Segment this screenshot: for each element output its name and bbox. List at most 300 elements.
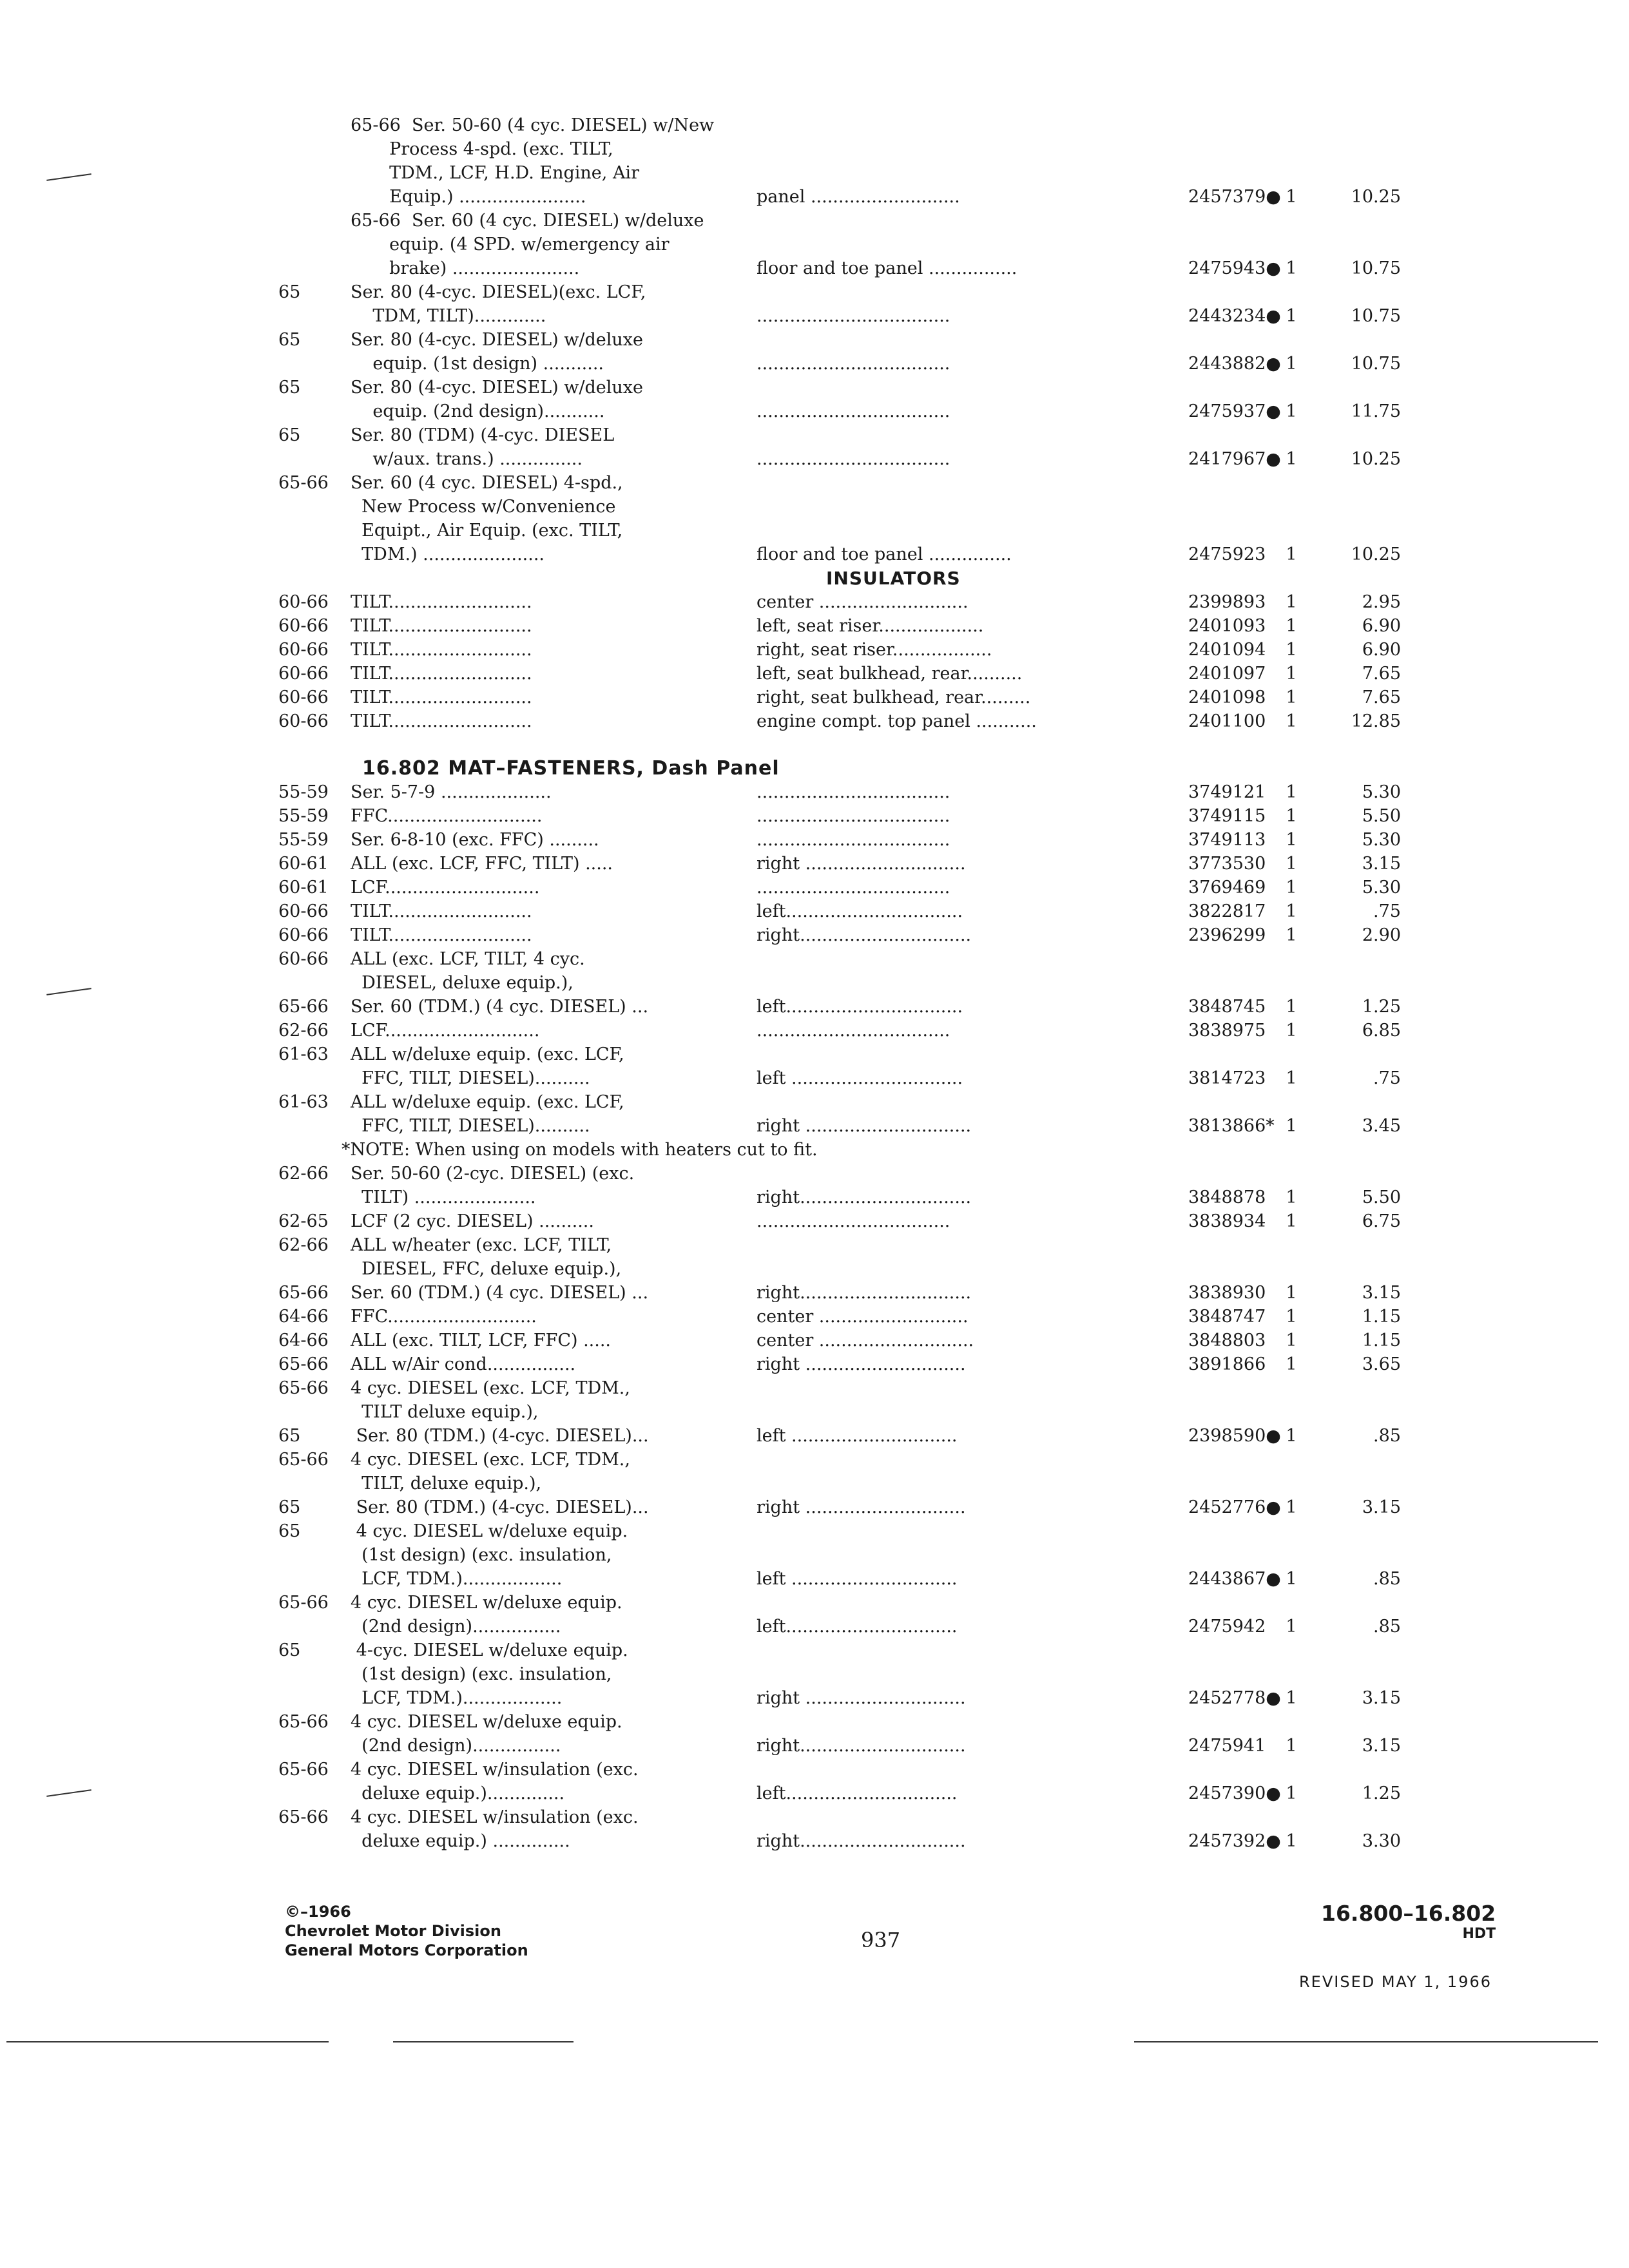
catalog-row	[278, 899, 1406, 923]
quantity: 1	[1286, 1688, 1297, 1708]
part-number	[1162, 471, 1272, 495]
description: TILT..........................	[351, 901, 532, 921]
description: FFC...........................	[351, 1307, 537, 1327]
part-number	[1162, 137, 1272, 161]
price: 3.15	[1362, 854, 1401, 874]
application	[744, 376, 1162, 399]
catalog-row	[278, 1090, 1406, 1114]
description: ALL w/deluxe equip. (exc. LCF,	[351, 1044, 624, 1064]
description: 4 cyc. DIESEL (exc. LCF, TDM.,	[351, 1378, 630, 1398]
price	[1311, 1448, 1401, 1472]
price	[1311, 1758, 1401, 1782]
part-number: 2452776●	[1188, 1497, 1281, 1517]
application: left ...............................	[757, 1068, 963, 1088]
part-number	[1162, 113, 1272, 137]
description: 4-cyc. DIESEL w/deluxe equip.	[351, 1640, 628, 1660]
price: 2.90	[1362, 925, 1401, 945]
model-years: 64-66	[278, 1307, 329, 1327]
application: ...................................	[757, 1211, 950, 1231]
catalog-row	[278, 947, 1406, 971]
catalog-row	[278, 1257, 1406, 1281]
model-years: 65-66	[278, 997, 329, 1017]
part-number	[1162, 280, 1272, 304]
model-years: 65	[278, 330, 301, 350]
quantity	[1272, 376, 1311, 399]
price	[1311, 376, 1401, 399]
application: center ............................	[757, 1331, 974, 1350]
model-years: 65	[278, 378, 301, 398]
model-years	[278, 1066, 351, 1090]
application: ...................................	[757, 401, 950, 421]
insulators-heading: INSULATORS	[826, 568, 961, 589]
quantity	[1272, 1710, 1311, 1734]
parts-list	[278, 113, 1406, 1853]
part-number: 2398590●	[1188, 1426, 1281, 1446]
model-years: 62-66	[278, 1235, 329, 1255]
quantity: 1	[1286, 782, 1297, 802]
price: 10.25	[1351, 544, 1401, 564]
part-number	[1162, 1710, 1272, 1734]
description: 65-66 Ser. 50-60 (4 cyc. DIESEL) w/New	[351, 115, 715, 135]
part-number: 3838975	[1188, 1021, 1266, 1041]
price	[1311, 1043, 1401, 1066]
application: ...................................	[757, 449, 950, 469]
catalog-row	[278, 1591, 1406, 1615]
application: left...............................	[757, 1617, 958, 1637]
catalog-row	[278, 519, 1406, 543]
description: Ser. 80 (4-cyc. DIESEL) w/deluxe	[351, 330, 643, 350]
part-number	[1162, 1472, 1272, 1495]
application: floor and toe panel ................	[757, 258, 1017, 278]
quantity	[1272, 423, 1311, 447]
application	[744, 1043, 1162, 1066]
description: TILT..........................	[351, 925, 532, 945]
model-years	[278, 113, 351, 137]
application: ...................................	[757, 1021, 950, 1041]
series-code: HDT	[1462, 1926, 1496, 1942]
part-number	[1162, 1543, 1272, 1567]
application: floor and toe panel ...............	[757, 544, 1012, 564]
fasteners-block	[278, 780, 1406, 1138]
catalog-row	[278, 1162, 1406, 1186]
application	[744, 1472, 1162, 1495]
part-number	[1162, 376, 1272, 399]
application: right .............................	[757, 1354, 966, 1374]
part-number: 2443234●	[1188, 306, 1281, 326]
quantity: 1	[1286, 1021, 1297, 1041]
description: Ser. 80 (TDM.) (4-cyc. DIESEL)...	[351, 1497, 649, 1517]
description: Ser. 60 (TDM.) (4 cyc. DIESEL) ...	[351, 997, 649, 1017]
catalog-row	[278, 971, 1406, 995]
model-years: 65	[278, 425, 301, 445]
model-years	[278, 1782, 351, 1805]
part-number	[1162, 328, 1272, 352]
description: TILT..........................	[351, 664, 532, 684]
application	[744, 233, 1162, 256]
quantity	[1272, 1591, 1311, 1615]
price: .75	[1373, 1068, 1401, 1088]
model-years: 62-66	[278, 1164, 329, 1184]
quantity: 1	[1286, 1736, 1297, 1756]
catalog-row	[278, 352, 1406, 376]
quantity	[1272, 1662, 1311, 1686]
part-number	[1162, 161, 1272, 185]
application	[744, 137, 1162, 161]
model-years: 61-63	[278, 1092, 329, 1112]
price: 1.25	[1362, 1783, 1401, 1803]
application: left...............................	[757, 1783, 958, 1803]
catalog-row	[278, 185, 1406, 209]
price	[1311, 519, 1401, 543]
description: ALL (exc. TILT, LCF, FFC) .....	[351, 1331, 612, 1350]
price: 3.15	[1362, 1688, 1401, 1708]
description: Ser. 80 (4-cyc. DIESEL) w/deluxe	[351, 378, 643, 398]
model-years: 60-66	[278, 949, 329, 969]
catalog-row	[278, 614, 1406, 638]
catalog-row	[278, 780, 1406, 804]
description: TDM, TILT).............	[351, 306, 546, 326]
quantity: 1	[1286, 901, 1297, 921]
catalog-row	[278, 923, 1406, 947]
application: center ...........................	[757, 592, 969, 612]
application: ...................................	[757, 306, 950, 326]
description: Ser. 6-8-10 (exc. FFC) .........	[351, 830, 599, 850]
part-number: 3848803	[1188, 1331, 1266, 1350]
part-number: 3838930	[1188, 1283, 1266, 1303]
model-years	[278, 495, 351, 519]
model-years: 62-65	[278, 1211, 329, 1231]
page-number: 937	[861, 1928, 901, 1952]
model-years	[278, 519, 351, 543]
price: 6.90	[1362, 640, 1401, 660]
catalog-row	[278, 1066, 1406, 1090]
model-years: 64-66	[278, 1331, 329, 1350]
part-number	[1162, 1662, 1272, 1686]
price	[1311, 1710, 1401, 1734]
quantity	[1272, 495, 1311, 519]
catalog-row	[278, 113, 1406, 137]
price: 10.25	[1351, 187, 1401, 207]
application	[744, 1400, 1162, 1424]
model-years	[278, 1186, 351, 1209]
application	[744, 280, 1162, 304]
description: ALL (exc. LCF, FFC, TILT) .....	[351, 854, 613, 874]
price	[1311, 1639, 1401, 1662]
catalog-row	[278, 280, 1406, 304]
quantity: 1	[1286, 925, 1297, 945]
application: right...............................	[757, 1283, 972, 1303]
scan-edge-line	[6, 2041, 329, 2042]
description: deluxe equip.)..............	[351, 1783, 565, 1803]
model-years: 60-66	[278, 687, 329, 707]
quantity	[1272, 1543, 1311, 1567]
quantity: 1	[1286, 1187, 1297, 1207]
description: ALL w/deluxe equip. (exc. LCF,	[351, 1092, 624, 1112]
application	[744, 1758, 1162, 1782]
description: 4 cyc. DIESEL w/insulation (exc.	[351, 1807, 639, 1827]
model-years	[278, 971, 351, 995]
part-number: 2475937●	[1188, 401, 1281, 421]
price: 3.30	[1362, 1831, 1401, 1851]
application: right...............................	[757, 1187, 972, 1207]
description: Ser. 60 (4 cyc. DIESEL) 4-spd.,	[351, 473, 623, 493]
model-years: 65-66	[278, 1378, 329, 1398]
description: Ser. 50-60 (2-cyc. DIESEL) (exc.	[351, 1164, 635, 1184]
catalog-row	[278, 1186, 1406, 1209]
part-number: 2475943●	[1188, 258, 1281, 278]
model-years: 55-59	[278, 830, 329, 850]
catalog-row	[278, 1829, 1406, 1853]
part-number: 3822817	[1188, 901, 1266, 921]
model-years	[278, 447, 351, 471]
application: left, seat bulkhead, rear..........	[757, 664, 1023, 684]
part-number	[1162, 1519, 1272, 1543]
quantity	[1272, 1758, 1311, 1782]
part-number	[1162, 1376, 1272, 1400]
quantity: 1	[1286, 854, 1297, 874]
price	[1311, 233, 1401, 256]
price: 10.75	[1351, 354, 1401, 374]
description: TILT..........................	[351, 711, 532, 731]
application: right .............................	[757, 1688, 966, 1708]
punch-mark	[46, 173, 92, 181]
part-number: 3749121	[1188, 782, 1266, 802]
insulators-block	[278, 590, 1406, 733]
quantity: 1	[1286, 1283, 1297, 1303]
part-number: 2401093	[1188, 616, 1266, 636]
description: Ser. 60 (TDM.) (4 cyc. DIESEL) ...	[351, 1283, 649, 1303]
part-number: 3848745	[1188, 997, 1266, 1017]
catalog-row	[278, 1710, 1406, 1734]
scan-edge-line	[1134, 2041, 1598, 2042]
part-number: 2452778●	[1188, 1688, 1281, 1708]
price	[1311, 1519, 1401, 1543]
catalog-row	[278, 1543, 1406, 1567]
model-years: 55-59	[278, 806, 329, 826]
quantity: 1	[1286, 878, 1297, 898]
description: equip. (1st design) ...........	[351, 354, 604, 374]
catalog-row	[278, 495, 1406, 519]
part-number: 2457392●	[1188, 1831, 1281, 1851]
model-years: 65	[278, 1497, 301, 1517]
price	[1311, 209, 1401, 233]
model-years	[278, 185, 351, 209]
model-years	[278, 399, 351, 423]
model-years: 65-66	[278, 473, 329, 493]
description: TILT..........................	[351, 640, 532, 660]
model-years	[278, 161, 351, 185]
quantity	[1272, 209, 1311, 233]
quantity: 1	[1286, 616, 1297, 636]
catalog-row	[278, 828, 1406, 852]
price: 2.95	[1362, 592, 1401, 612]
model-years: 60-66	[278, 640, 329, 660]
part-number: 2401097	[1188, 664, 1266, 684]
application: right...............................	[757, 925, 972, 945]
catalog-row	[278, 1567, 1406, 1591]
footer-publisher	[285, 1902, 528, 1960]
catalog-row	[278, 399, 1406, 423]
part-number	[1162, 1758, 1272, 1782]
quantity: 1	[1286, 830, 1297, 850]
application	[744, 161, 1162, 185]
application	[744, 971, 1162, 995]
part-number: 3848747	[1188, 1307, 1266, 1327]
price: 5.50	[1362, 806, 1401, 826]
description: Ser. 80 (4-cyc. DIESEL)(exc. LCF,	[351, 282, 646, 302]
price	[1311, 1376, 1401, 1400]
application	[744, 328, 1162, 352]
part-number	[1162, 1162, 1272, 1186]
quantity	[1272, 233, 1311, 256]
quantity: 1	[1286, 1211, 1297, 1231]
description: equip. (4 SPD. w/emergency air	[351, 235, 670, 255]
price	[1311, 1805, 1401, 1829]
catalog-row	[278, 209, 1406, 233]
division-name: Chevrolet Motor Division	[285, 1922, 501, 1940]
quantity: 1	[1286, 1307, 1297, 1327]
description: TDM.) ......................	[351, 544, 545, 564]
catalog-row	[278, 471, 1406, 495]
model-years	[278, 352, 351, 376]
description: FFC, TILT, DIESEL)..........	[351, 1068, 590, 1088]
application: right, seat riser..................	[757, 640, 992, 660]
model-years	[278, 1400, 351, 1424]
quantity: 1	[1286, 258, 1297, 278]
quantity	[1272, 471, 1311, 495]
catalog-row	[278, 686, 1406, 709]
application	[744, 1376, 1162, 1400]
model-years	[278, 1829, 351, 1853]
description: LCF (2 cyc. DIESEL) ..........	[351, 1211, 594, 1231]
quantity	[1272, 1639, 1311, 1662]
catalog-row	[278, 1519, 1406, 1543]
catalog-row	[278, 1305, 1406, 1329]
model-years	[278, 543, 351, 566]
part-number: 3813866*	[1188, 1116, 1275, 1136]
price: 1.25	[1362, 997, 1401, 1017]
quantity: 1	[1286, 664, 1297, 684]
model-years	[278, 1734, 351, 1758]
quantity: 1	[1286, 1831, 1297, 1851]
model-years: 62-66	[278, 1021, 329, 1041]
application: left ..............................	[757, 1426, 958, 1446]
description: equip. (2nd design)...........	[351, 401, 605, 421]
catalog-row	[278, 1758, 1406, 1782]
quantity	[1272, 1233, 1311, 1257]
catalog-row	[278, 1281, 1406, 1305]
quantity	[1272, 1472, 1311, 1495]
catalog-row	[278, 1615, 1406, 1639]
part-number: 2475923	[1188, 544, 1266, 564]
application	[744, 495, 1162, 519]
price: .75	[1373, 901, 1401, 921]
description: 4 cyc. DIESEL (exc. LCF, TDM.,	[351, 1450, 630, 1470]
model-years: 55-59	[278, 782, 329, 802]
catalog-row	[278, 1782, 1406, 1805]
quantity: 1	[1286, 997, 1297, 1017]
price	[1311, 1400, 1401, 1424]
description: 4 cyc. DIESEL w/deluxe equip.	[351, 1712, 622, 1732]
application	[744, 1162, 1162, 1186]
price: .85	[1373, 1569, 1401, 1589]
catalog-row	[278, 662, 1406, 686]
punch-mark	[46, 1789, 92, 1797]
description: Ser. 80 (TDM.) (4-cyc. DIESEL)...	[351, 1426, 649, 1446]
application	[744, 519, 1162, 543]
section-range: 16.800–16.802	[1321, 1901, 1496, 1926]
application: right..............................	[757, 1736, 966, 1756]
application: right ..............................	[757, 1116, 972, 1136]
catalog-row	[278, 256, 1406, 280]
model-years: 60-66	[278, 711, 329, 731]
application	[744, 1448, 1162, 1472]
quantity	[1272, 1805, 1311, 1829]
quantity: 1	[1286, 1569, 1297, 1589]
application: ...................................	[757, 782, 950, 802]
application	[744, 471, 1162, 495]
catalog-row	[278, 328, 1406, 352]
model-years: 65	[278, 1426, 301, 1446]
quantity: 1	[1286, 401, 1297, 421]
price	[1311, 471, 1401, 495]
price	[1311, 495, 1401, 519]
description: 4 cyc. DIESEL w/deluxe equip.	[351, 1521, 628, 1541]
application: engine compt. top panel ...........	[757, 711, 1037, 731]
description: 4 cyc. DIESEL w/deluxe equip.	[351, 1593, 622, 1613]
price: 3.15	[1362, 1283, 1401, 1303]
quantity	[1272, 1448, 1311, 1472]
model-years: 65	[278, 1640, 301, 1660]
price: 10.75	[1351, 258, 1401, 278]
application	[744, 1543, 1162, 1567]
price: 10.25	[1351, 449, 1401, 469]
price: 6.85	[1362, 1021, 1401, 1041]
description: (1st design) (exc. insulation,	[351, 1664, 612, 1684]
catalog-row	[278, 995, 1406, 1019]
application: left ..............................	[757, 1569, 958, 1589]
description: 4 cyc. DIESEL w/insulation (exc.	[351, 1760, 639, 1780]
description: brake) .......................	[351, 258, 580, 278]
catalog-row	[278, 233, 1406, 256]
catalog-row	[278, 1639, 1406, 1662]
quantity	[1272, 1376, 1311, 1400]
part-number	[1162, 1233, 1272, 1257]
description: ALL w/Air cond................	[351, 1354, 576, 1374]
catalog-row	[278, 1734, 1406, 1758]
group-heading: 16.802 MAT–FASTENERS, Dash Panel	[362, 757, 780, 780]
application: ...................................	[757, 806, 950, 826]
price	[1311, 113, 1401, 137]
part-number	[1162, 1805, 1272, 1829]
model-years: 65-66	[278, 1807, 329, 1827]
quantity	[1272, 947, 1311, 971]
description: FFC, TILT, DIESEL)..........	[351, 1116, 590, 1136]
catalog-row	[278, 376, 1406, 399]
description: (2nd design)................	[351, 1736, 561, 1756]
quantity	[1272, 137, 1311, 161]
price: 5.30	[1362, 782, 1401, 802]
description: (1st design) (exc. insulation,	[351, 1545, 612, 1565]
catalog-row	[278, 1376, 1406, 1400]
quantity: 1	[1286, 187, 1297, 207]
catalog-row	[278, 638, 1406, 662]
catalog-row	[278, 1472, 1406, 1495]
catalog-row	[278, 1662, 1406, 1686]
description: ALL (exc. LCF, TILT, 4 cyc.	[351, 949, 585, 969]
description: Ser. 80 (TDM) (4-cyc. DIESEL	[351, 425, 615, 445]
catalog-row	[278, 1019, 1406, 1043]
